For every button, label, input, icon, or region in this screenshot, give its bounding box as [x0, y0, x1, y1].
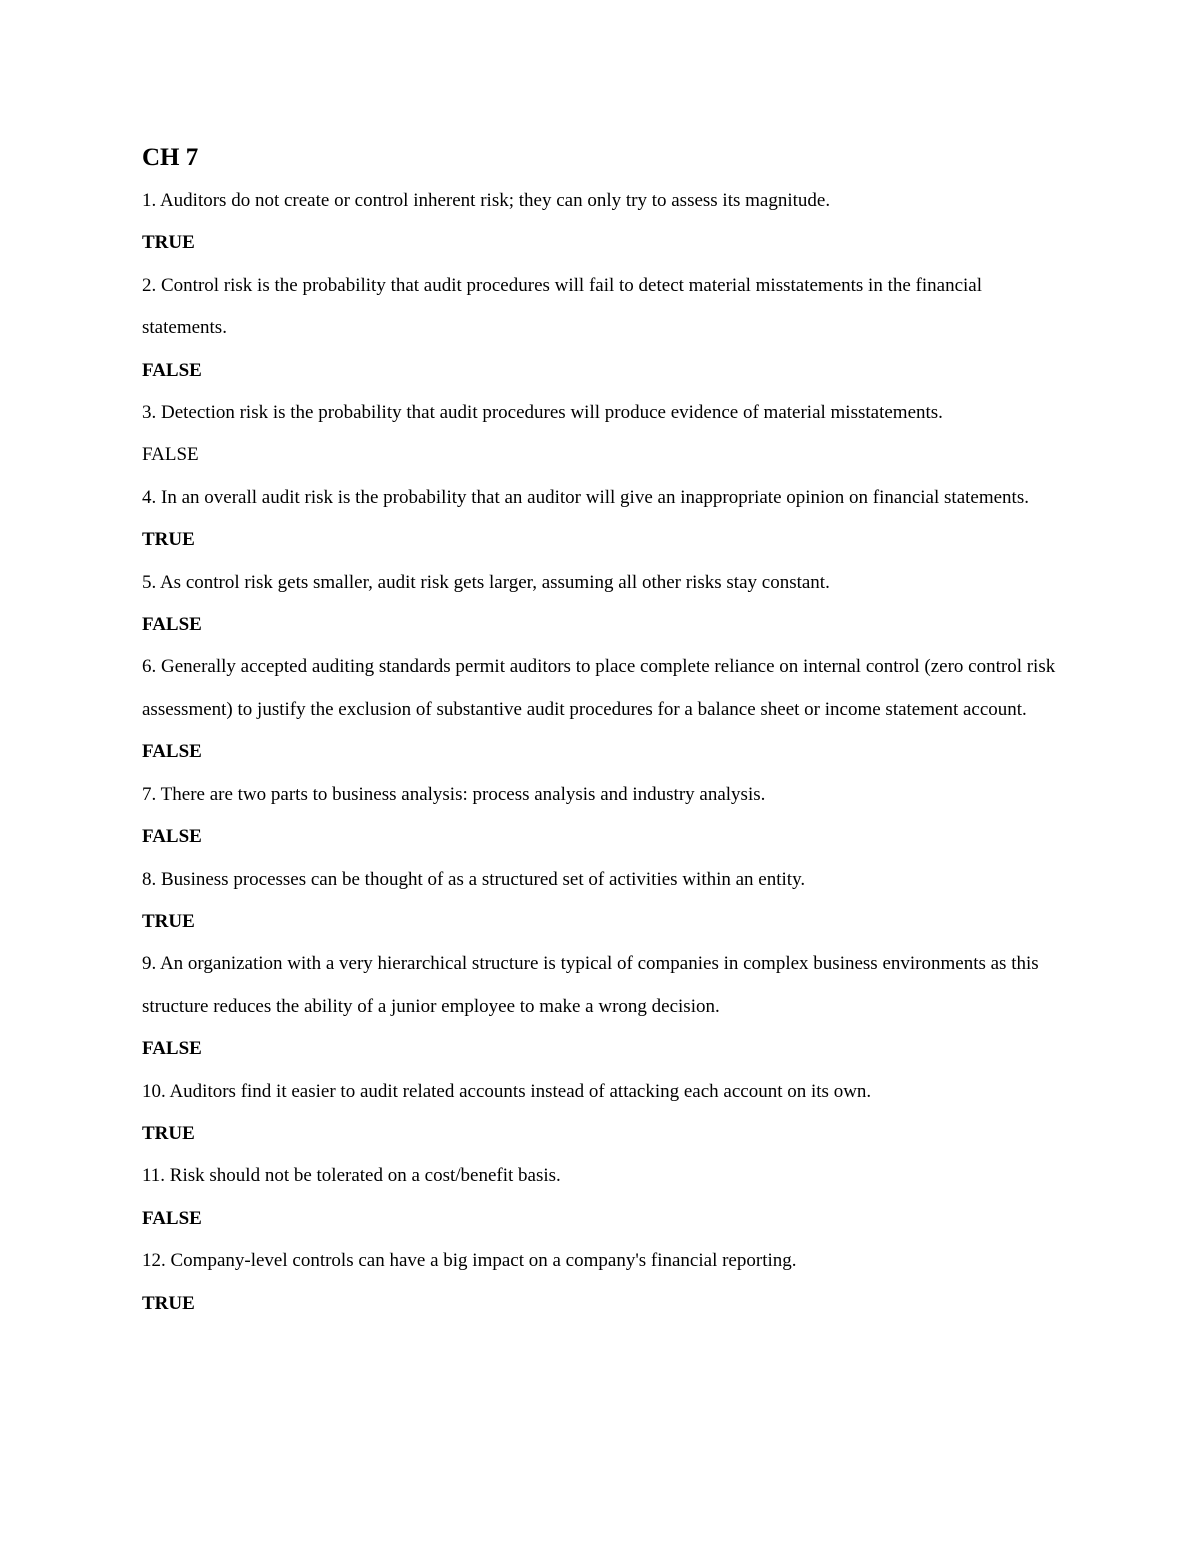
answer-6: FALSE: [142, 741, 202, 763]
question-8: 8. Business processes can be thought of as a structured set of activities within an entity.: [142, 868, 806, 890]
question-4: 4. In an overall audit risk is the probability that an auditor will give an inappropriate opinion on financial statements.: [142, 486, 1029, 508]
answer-5: FALSE: [142, 614, 202, 636]
answer-8: TRUE: [142, 910, 195, 932]
answer-9: FALSE: [142, 1038, 202, 1060]
answer-1: TRUE: [142, 232, 195, 254]
answer-7: FALSE: [142, 826, 202, 848]
question-7: 7. There are two parts to business analysis: process analysis and industry analysis.: [142, 783, 766, 805]
answer-12: TRUE: [142, 1292, 195, 1314]
question-11: 11. Risk should not be tolerated on a cost/benefit basis.: [142, 1165, 561, 1187]
question-5: 5. As control risk gets smaller, audit risk gets larger, assuming all other risks stay constant.: [142, 571, 830, 593]
question-2: 2. Control risk is the probability that audit procedures will fail to detect material misstatements in the financial statements.: [142, 274, 983, 339]
answer-3: FALSE: [142, 444, 199, 466]
question-3: 3. Detection risk is the probability that audit procedures will produce evidence of material misstatements.: [142, 402, 943, 424]
question-6: 6. Generally accepted auditing standards permit auditors to place complete reliance on internal control (zero control risk assessment) to justify the exclusion of substantive audit procedures for a balance sheet or income statement account.: [142, 656, 1056, 720]
answer-4: TRUE: [142, 529, 195, 551]
question-12: 12. Company-level controls can have a big impact on a company's financial reporting.: [142, 1250, 797, 1272]
answer-10: TRUE: [142, 1122, 195, 1144]
document-page: [142, 140, 1062, 1325]
question-9: 9. An organization with a very hierarchical structure is typical of companies in complex business environments as this structure reduces the ability of a junior employee to make a wrong decision.: [142, 953, 1039, 1017]
question-1: 1. Auditors do not create or control inherent risk; they can only try to assess its magnitude.: [142, 190, 831, 211]
chapter-title: CH 7: [142, 144, 199, 171]
answer-2: FALSE: [142, 359, 202, 381]
question-10: 10. Auditors find it easier to audit related accounts instead of attacking each account on its own.: [142, 1080, 872, 1102]
answer-11: FALSE: [142, 1207, 202, 1229]
